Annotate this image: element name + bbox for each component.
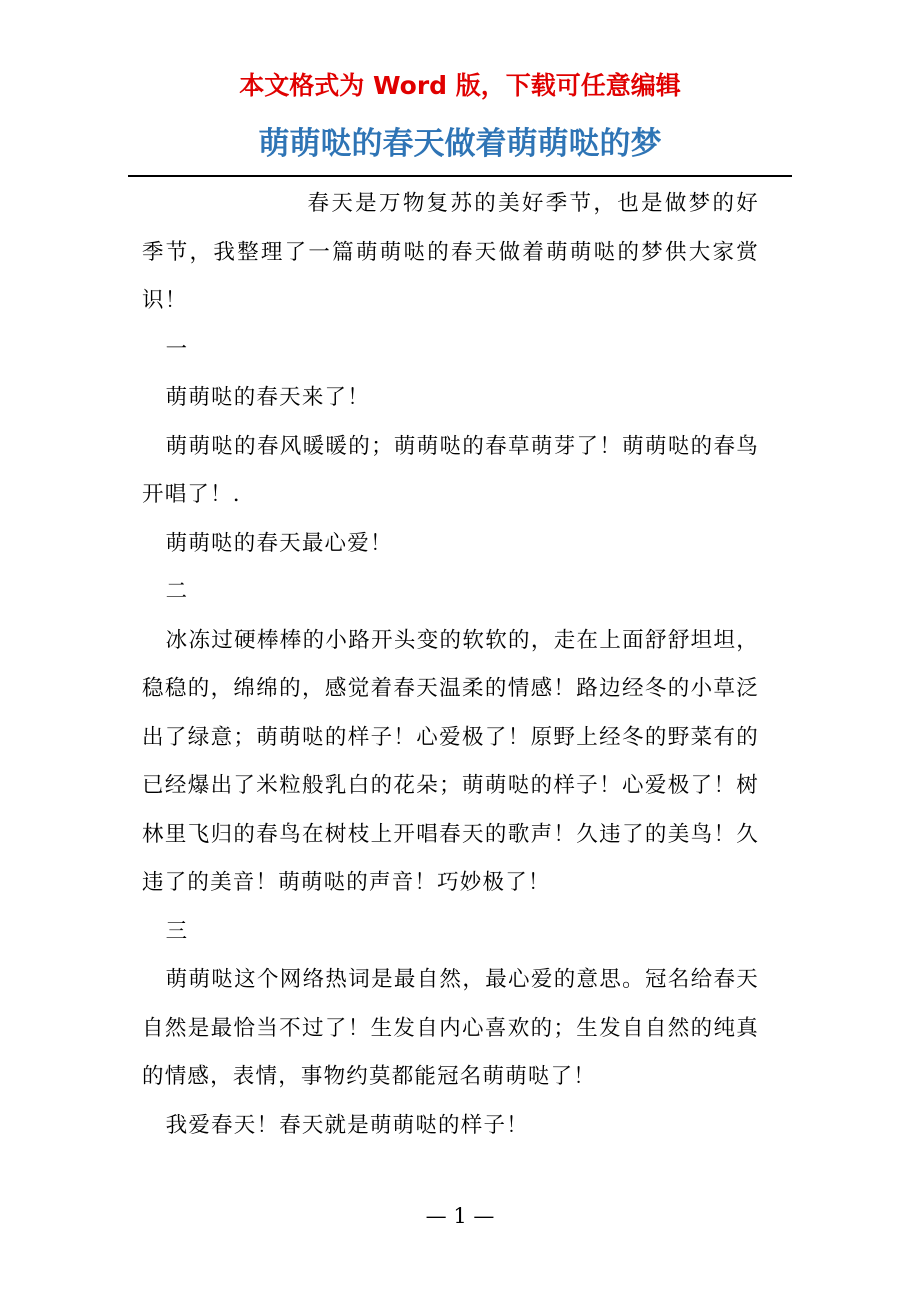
page-number: — 1 — [425, 1204, 495, 1228]
document-body [142, 180, 759, 1150]
section-heading-3: 三 [165, 918, 189, 944]
section-heading-1: 一 [165, 336, 189, 362]
body-paragraph: 萌萌哒这个网络热词是最自然，最心爱的意思。冠名给春天自然是最恰当不过了！生发自内心喜欢的；生发自自然的纯真的情感，表情，事物约莫都能冠名萌萌哒了！ [142, 967, 759, 1089]
body-paragraph: 萌萌哒的春天来了！ [165, 385, 370, 410]
title-divider [128, 175, 792, 177]
body-paragraph: 萌萌哒的春风暖暖的；萌萌哒的春草萌芽了！萌萌哒的春鸟开唱了！. [142, 433, 759, 507]
format-notice-banner: 本文格式为 Word 版，下载可任意编辑 [239, 71, 681, 100]
section-heading-2: 二 [165, 579, 189, 604]
body-paragraph: 萌萌哒的春天最心爱！ [165, 530, 393, 556]
intro-paragraph: 春天是万物复苏的美好季节，也是做梦的好季节，我整理了一篇萌萌哒的春天做着萌萌哒的梦供大家赏识！ [142, 191, 759, 313]
body-paragraph: 冰冻过硬棒棒的小路开头变的软软的，走在上面舒舒坦坦，稳稳的，绵绵的，感觉着春天温柔的情感！路边经冬的小草泛出了绿意；萌萌哒的样子！心爱极了！原野上经冬的野菜有的已经爆出了米粒般乳白的花朵；萌萌哒的样子！心爱极了！树林里飞归的春鸟在树枝上开唱春天的歌声！久违了的美鸟！久违了的美音！萌萌哒的声音！巧妙极了！ [142, 627, 759, 895]
body-paragraph: 我爱春天！春天就是萌萌哒的样子！ [165, 1112, 529, 1138]
document-title: 萌萌哒的春天做着萌萌哒的梦 [258, 126, 662, 162]
